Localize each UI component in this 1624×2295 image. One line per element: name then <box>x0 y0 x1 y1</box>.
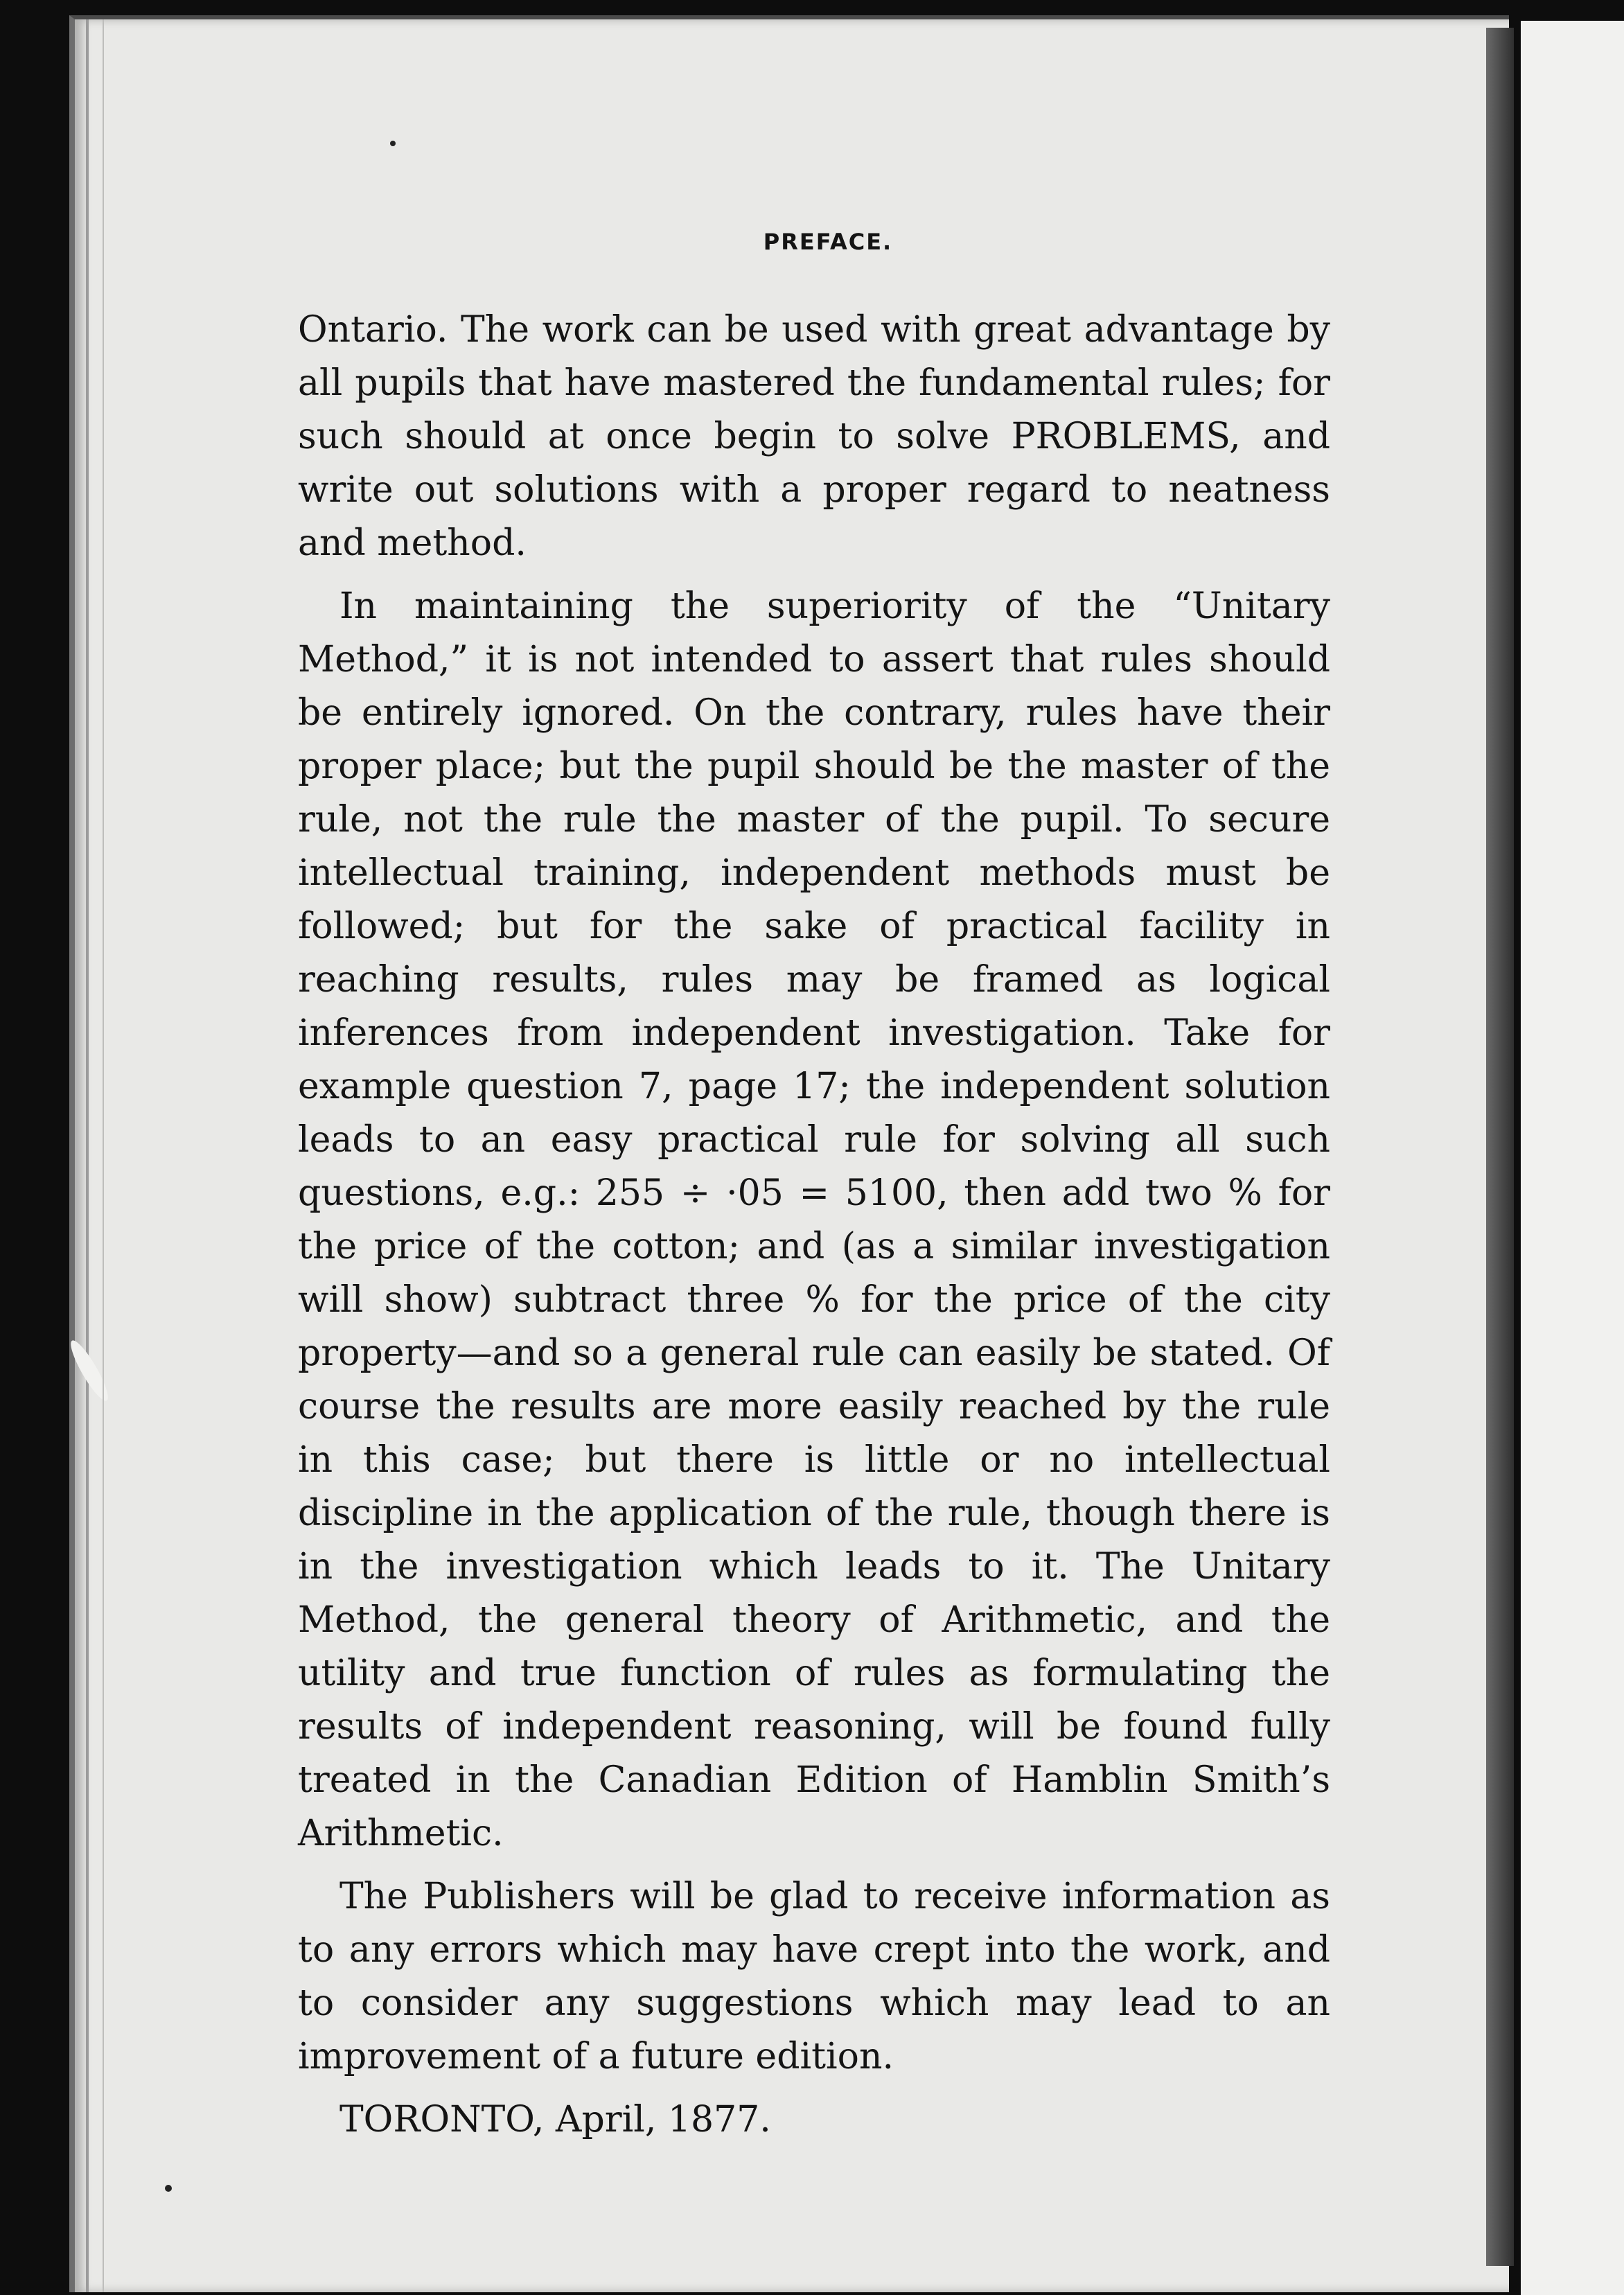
ink-speck <box>165 2185 172 2192</box>
paragraph-3: The Publishers will be glad to receive information as to any errors which may have crept into the work, and to consider any suggestions which may lead to an improvement of a future edition. <box>298 1876 1330 2077</box>
running-head: PREFACE. <box>763 229 893 255</box>
page-content <box>298 229 1330 2147</box>
place-and-date: TORONTO, April, 1877. <box>339 2099 771 2140</box>
adjacent-page-edge <box>1521 21 1624 2295</box>
paragraph-2: In maintaining the superiority of the “Unitary Method,” it is not intended to assert that rules should be entirely ignored. On the contrary, rules have their proper place; but the pupil should be the master of the rule, not the rule the master of the pupil. To secure intellectual training, independent methods must be followed; but for the sake of practical facility in reaching results, rules may be framed as logical inferences from independent investigation. Take for example question 7, page 17; the independent solution leads to an easy practical rule for solving all such questions, e.g.: 255 ÷ ·05 = 5100, then add two % for the price of the cotton; and (as a similar investigation will show) subtract three % for the price of the city property—and so a general rule can easily be stated. Of course the results are more easily reached by the rule in this case; but there is little or no intellectual discipline in the application of the rule, though there is in the investigation which leads to it. The Unitary Method, the general theory of Arithmetic, and the utility and true function of rules as formulating the results of independent reasoning, will be found fully treated in the Canadian Edition of Hamblin Smith’s Arithmetic. <box>298 586 1330 1854</box>
paragraph-1: Ontario. The work can be used with great advantage by all pupils that have mastered the fundamental rules; for such should at once begin to solve PROBLEMS, and write out solutions with a proper regard to neatness and method. <box>298 309 1330 564</box>
paper-blemish <box>65 1337 113 1405</box>
ink-speck <box>390 141 396 146</box>
book-gutter <box>1486 28 1514 2266</box>
